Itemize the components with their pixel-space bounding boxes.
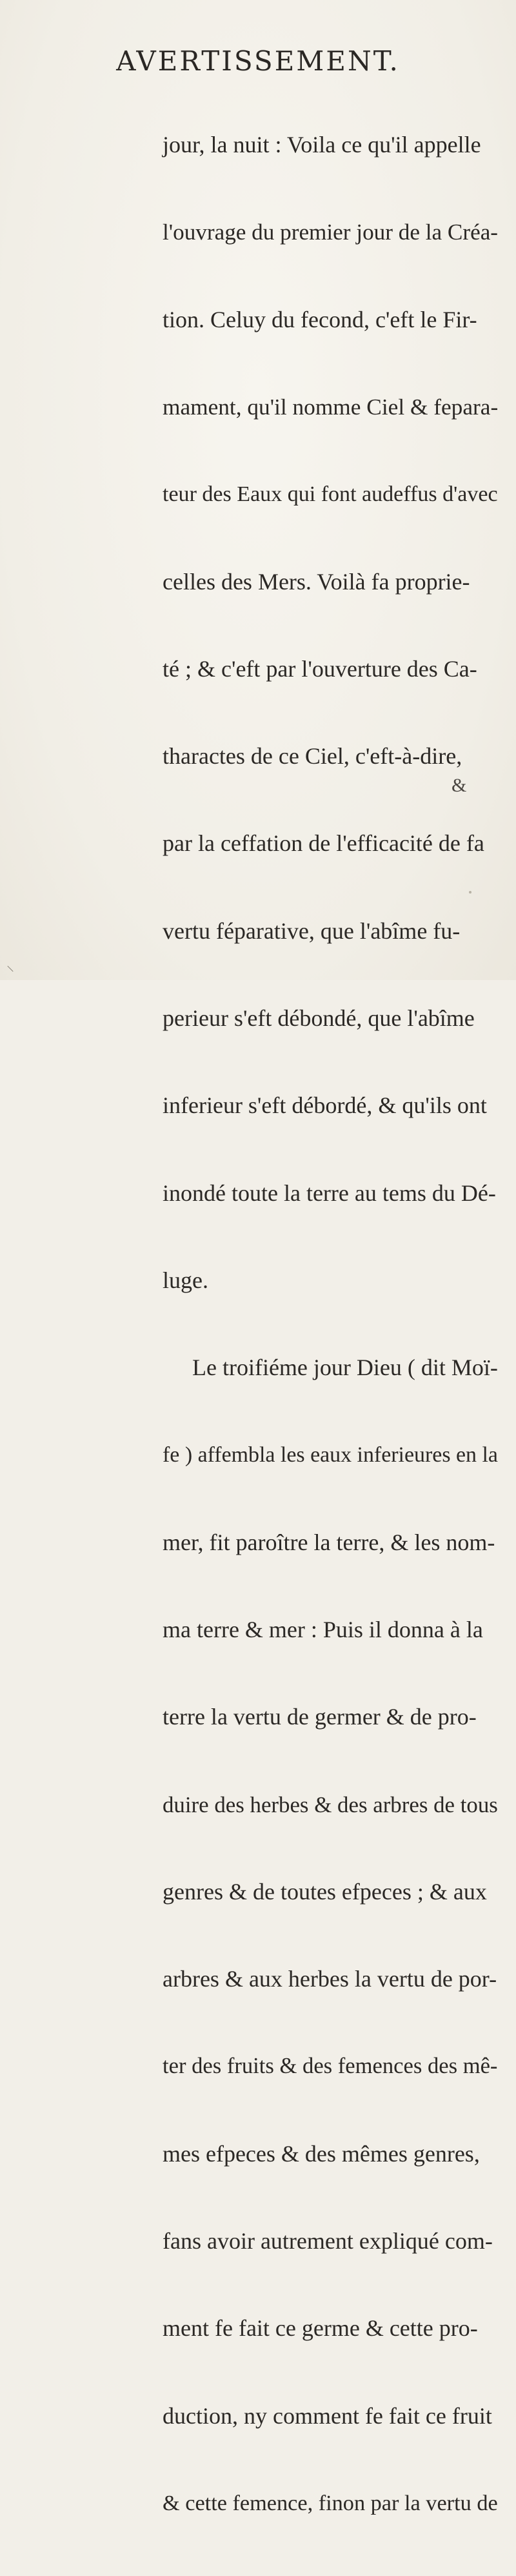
text-line: duire des herbes & des arbres de tous [163,1792,498,1817]
text-line: mes efpeces & des mêmes genres, [163,2140,480,2167]
text-line: inferieur s'eft débordé, & qu'ils ont [163,1092,487,1119]
text-line: terre la vertu de germer & de pro- [163,1704,477,1730]
text-line: par la ceffation de l'efficacité de fa [163,830,484,857]
text-line: mament, qu'il nomme Ciel & fepara- [163,394,499,420]
text-line: ma terre & mer : Puis il donna à la [163,1616,483,1642]
text-line: mer, fit paroître la terre, & les nom- [163,1529,495,1555]
text-line: genres & de toutes efpeces ; & aux [163,1878,487,1905]
text-line: inondé toute la terre au tems du Dé- [163,1180,496,1206]
text-line: vertu féparative, que l'abîme fu- [163,917,461,944]
text-line: l'ouvrage du premier jour de la Créa- [163,220,499,245]
running-header: AVERTISSEMENT. [116,45,400,77]
text-line: & cette femence, finon par la vertu de [163,2490,498,2515]
paper-mark [7,966,13,972]
text-line: ment fe fait ce germe & cette pro- [163,2315,478,2342]
text-line: fe ) affembla les eaux inferieures en la [163,1443,498,1467]
text-line: ter des fruits & des femences des mê- [163,2054,498,2079]
paper-speck [469,891,471,894]
text-line: duction, ny comment fe fait ce fruit [163,2402,492,2429]
text-line: tharactes de ce Ciel, c'eft-à-dire, [163,743,462,770]
catchword: & [452,775,467,796]
text-line: té ; & c'eft par l'ouverture des Ca- [163,655,477,682]
text-line: teur des Eaux qui font audeffus d'avec [163,482,498,507]
text-line: fans avoir autrement expliqué com- [163,2227,493,2254]
text-line: arbres & aux herbes la vertu de por- [163,1966,497,1992]
text-line: celles des Mers. Voilà fa proprie- [163,568,470,595]
body-text [163,72,498,2576]
paragraph-start-line: Le troifiéme jour Dieu ( dit Moï- [192,1354,498,1381]
text-line: jour, la nuit : Voila ce qu'il appelle [163,132,481,158]
text-line: tion. Celuy du fecond, c'eft le Fir- [163,306,477,332]
text-line: luge. [163,1267,208,1293]
text-line: perieur s'eft débondé, que l'abîme [163,1005,475,1031]
